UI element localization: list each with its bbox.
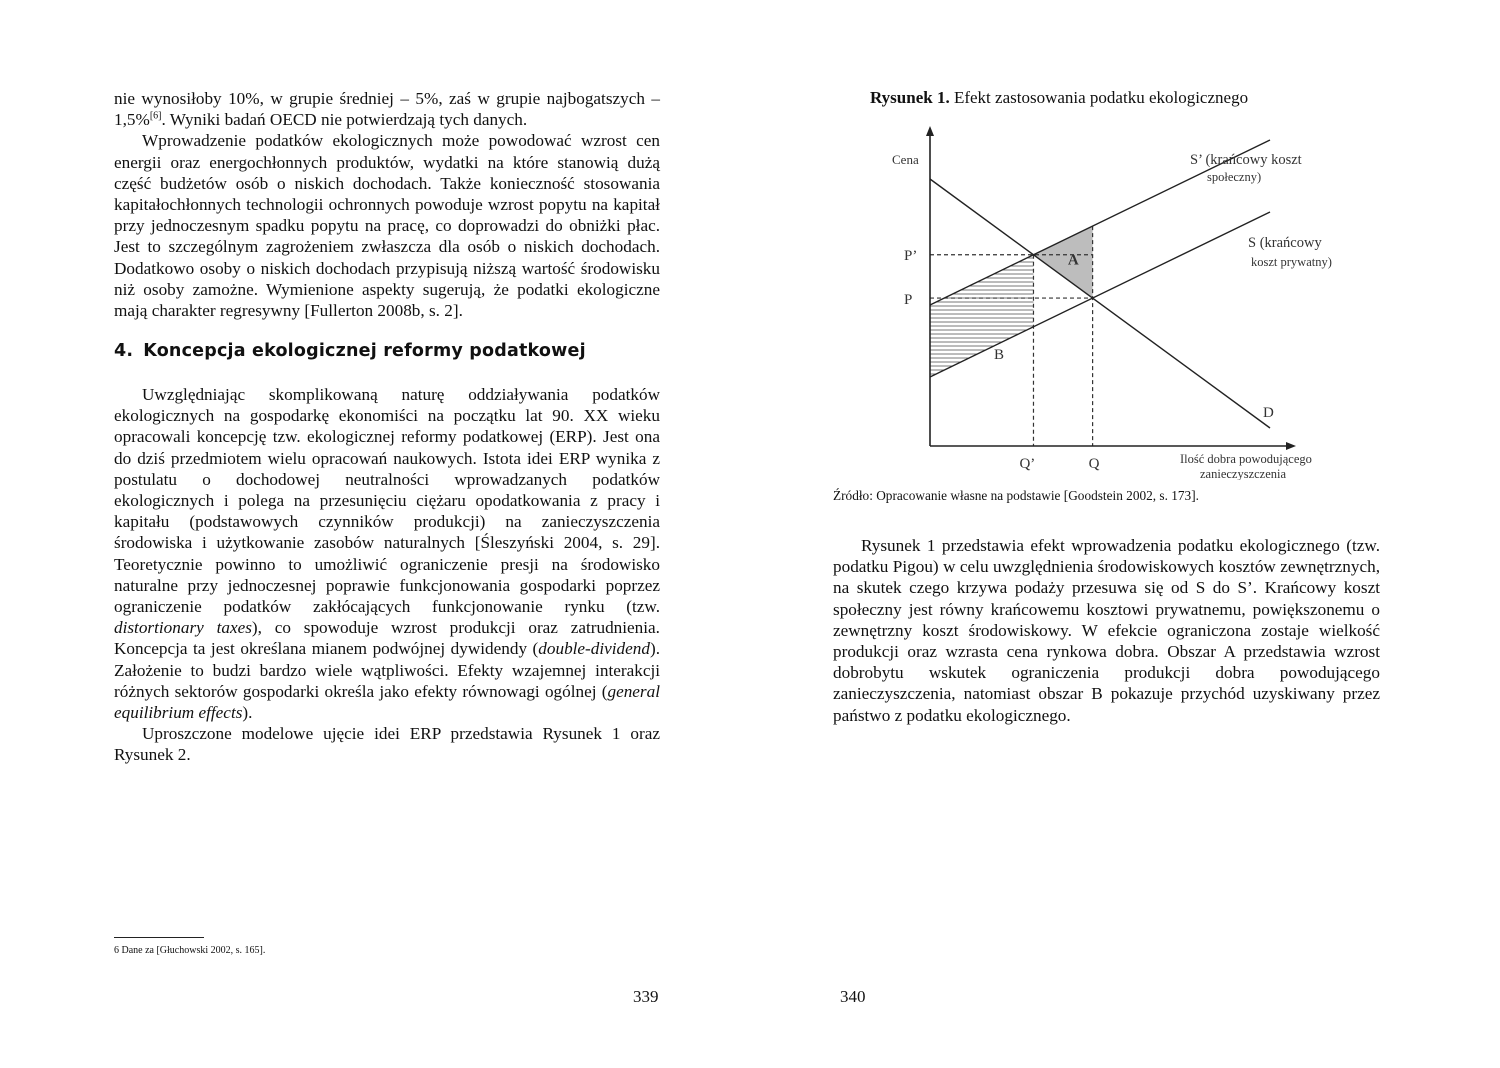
paragraph-right: Rysunek 1 przedstawia efekt wprowadzenia podatku ekologicznego (tzw. podatku Pigou) w celu uwzględnienia środowiskowych kosztów zewnętrznych, na skutek czego krzywa podaży przesuwa się od S do S’. Krańcowy koszt społeczny jest równy krańcowemu kosztowi prywatnemu, powiększonemu o zewnętrzny koszt środowiskowy. W efekcie ograniczona zostaje wielkość produkcji oraz wzrasta cena rynkowa dobra. Obszar A przedstawia wzrost dobrobytu wskutek ograniczenia produkcji dobra powodującego zanieczyszczenia, natomiast obszar B pokazuje przychód uzyskiwany przez państwo z podatku ekologicznego. xyxy=(833,536,1380,725)
figure-label: Rysunek 1. xyxy=(870,88,950,107)
footnote: 6 Dane za [Głuchowski 2002, s. 165]. xyxy=(114,945,266,956)
page-number-left: 339 xyxy=(633,987,659,1006)
section-number: 4. xyxy=(114,341,134,361)
supply-demand-chart xyxy=(870,120,1350,480)
paragraph-2: Wprowadzenie podatków ekologicznych może powodować wzrost cen energii oraz energochłonnych produktów, wydatki na które stanowią dużą część budżetów osób o niskich dochodach. Także konieczność stosowania kapitałochłonnych technologii ochronnych powoduje wzrost popytu na kapitał przy jednoczesnym spadku popytu na pracę, co doprowadzi do obniżki płac. Jest to szczególnym zagrożeniem zwłaszcza dla osób o niskich dochodach. Dodatkowo osoby o niskich dochodach przypisują niższą wartość środowisku niż osoby zamożne. Wymienione aspekty sugerują, że podatki ekologiczne mają charakter regresywny [Fullerton 2008b, s. 2]. xyxy=(114,131,660,321)
page-number-right: 340 xyxy=(840,987,866,1006)
footnote-reference[interactable]: [6] xyxy=(149,110,162,122)
area-b-label: B xyxy=(994,347,1005,363)
right-text xyxy=(833,535,1380,726)
area-a-label: A xyxy=(1067,252,1079,269)
quantity-label-q: Q xyxy=(1088,456,1100,472)
section-heading xyxy=(114,341,586,361)
left-text-bottom xyxy=(114,384,660,766)
x-axis-label-line-1: Ilość dobra powodującego xyxy=(1180,452,1312,466)
y-axis-arrow xyxy=(926,126,934,136)
price-label-p-prime: P’ xyxy=(904,247,918,264)
s-prime-label-line-2: społeczny) xyxy=(1207,170,1262,184)
price-label-p: P xyxy=(904,292,913,309)
figure-title: Efekt zastosowania podatku ekologicznego xyxy=(953,88,1249,107)
quantity-label-q-prime: Q’ xyxy=(1019,456,1036,472)
paragraph-3: Uwzględniając skomplikowaną naturę oddziaływania podatków ekologicznych na gospodarkę ekonomiści na początku lat 90. XX wieku opracowali koncepcję tzw. ekologicznej reformy podatkowej (ERP). Jest ona do dziś przedmiotem wielu opracowań naukowych. Istota idei ERP wynika z postulatu o dochodowej neutralności wprowadzanych podatków ekologicznych i polega na przesunięciu ciężaru opodatkowania z pracy i kapitału (podstawowych czynników produkcji) na zanieczyszczenia środowiska i użytkowanie zasobów naturalnych [Śleszyński 2004, s. 29]. Teoretycznie powinno to umożliwić ograniczenie presji na środowisko naturalne przy jednoczesnej poprawie funkcjonowania gospodarki poprzez ograniczenie podatków zakłócających funkcjonowanie rynku (tzw. distortionary taxes), co spowoduje wzrost produkcji oraz zatrudnienia. Koncepcja ta jest określana mianem podwójnej dywidendy (double-dividend). Założenie to budzi bardzo wiele wątpliwości. Efekty wzajemnej interakcji różnych sektorów gospodarki określa jako efekty równowagi ogólnej (general equilibrium effects). xyxy=(114,385,660,723)
area-b-hatch xyxy=(930,255,1033,377)
x-axis-arrow xyxy=(1286,442,1296,450)
right-page xyxy=(750,0,1500,1068)
footnote-divider xyxy=(114,937,204,938)
section-title: Koncepcja ekologicznej reformy podatkowej xyxy=(143,341,586,361)
s-label-line-1: S (krańcowy xyxy=(1248,235,1322,251)
figure-source: Źródło: Opracowanie własne na podstawie [Goodstein 2002, s. 173]. xyxy=(833,488,1199,503)
x-axis-label-line-2: zanieczyszczenia xyxy=(1200,467,1287,480)
left-text-top xyxy=(114,88,660,321)
y-axis-label: Cena xyxy=(892,152,919,167)
paragraph-1: nie wynosiłoby 10%, w grupie średniej – 5%, zaś w grupie najbogatszych – 1,5%[6]. Wyniki badań OECD nie potwierdzają tych danych. xyxy=(114,89,660,130)
figure-caption xyxy=(870,88,1248,108)
s-label-line-2: koszt prywatny) xyxy=(1251,255,1332,269)
s-prime-label-line-1: S’ (krańcowy koszt xyxy=(1190,152,1302,168)
paragraph-4: Uproszczone modelowe ujęcie idei ERP przedstawia Rysunek 1 oraz Rysunek 2. xyxy=(114,724,660,765)
demand-label: D xyxy=(1263,405,1274,421)
